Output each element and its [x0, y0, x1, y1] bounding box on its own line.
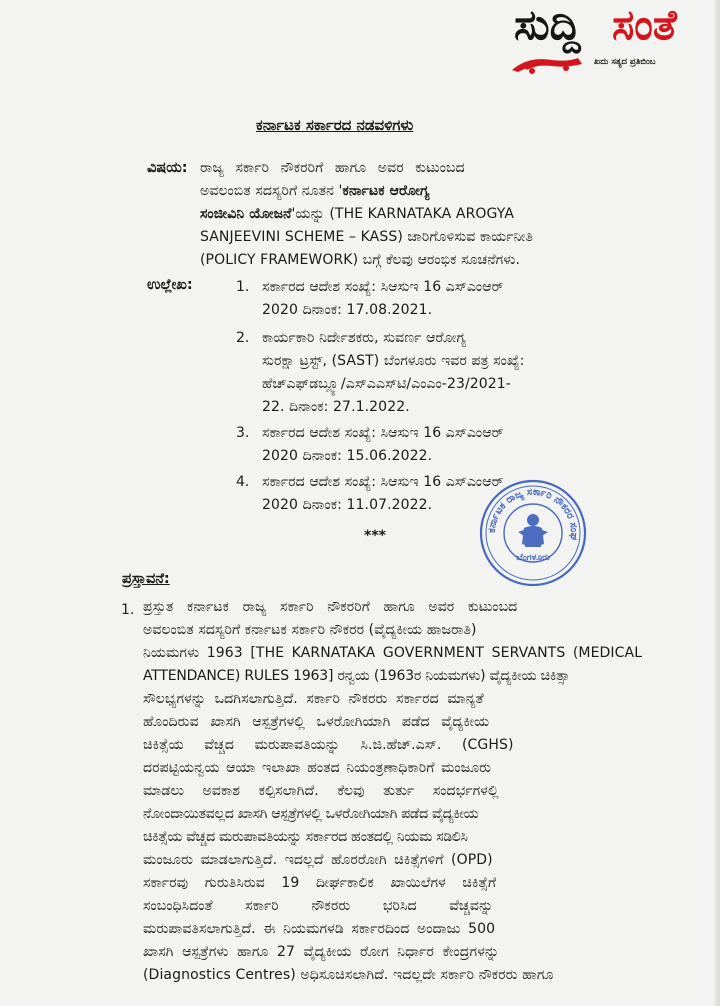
document-title: ಕರ್ನಾಟಕ ಸರ್ಕಾರದ ನಡವಳಿಗಳು — [256, 116, 414, 134]
paragraph-line: ಸಂಬಂಧಿಸಿದಂತೆ ಸರ್ಕಾರಿ ನೌಕರರು ಭರಿಸಿದ ವೆಚ್ಚವನ್ನು — [143, 898, 494, 914]
paragraph-line: ಪ್ರಸ್ತುತ ಕರ್ನಾಟಕ ರಾಜ್ಯ ಸರ್ಕಾರಿ ನೌಕರರಿಗೆ ಹಾಗೂ ಅವರ ಕುಟುಂಬದ — [143, 599, 518, 615]
paragraph-number: 1. — [121, 602, 135, 618]
scheme-name-bold: ಕರ್ನಾಟಕ ಆರೋಗ್ಯ — [342, 183, 430, 199]
paragraph-line: ನಿಯಮಗಳು 1963 [THE KARNATAKA GOVERNMENT SERVANTS (MEDICAL — [143, 645, 643, 661]
paragraph-line: ಚಿಕಿತ್ಸೆಯ ವೆಚ್ಚದ ಮರುಪಾವತಿಯನ್ನು ಸರ್ಕಾರದ ಹಂತದಲ್ಲಿ ನಿಯಮ ಸಡಿಲಿಸಿ — [143, 829, 468, 845]
logo-word-suddi: ಸುದ್ದಿ — [514, 0, 581, 49]
subject-line: SANJEEVINI SCHEME – KASS) ಜಾರಿಗೊಳಿಸುವ ಕಾರ್ಯನೀತಿ — [200, 229, 534, 245]
paragraph-line: ಮರುಪಾವತಿಸಲಾಗುತ್ತಿದೆ. ಈ ನಿಯಮಗಳಡಿ ಸರ್ಕಾರದಿಂದ ಅಂದಾಜು 500 — [143, 921, 496, 937]
seal-city-text: ಬೆಂಗಳೂರು — [516, 553, 550, 563]
subject-label: ವಿಷಯ: — [147, 160, 188, 176]
subject-line: ರಾಜ್ಯ ಸರ್ಕಾರಿ ನೌಕರರಿಗೆ ಹಾಗೂ ಅವರ ಕುಟುಂಬದ — [200, 160, 465, 176]
car-swoosh-icon — [508, 50, 594, 76]
logo-tagline: ಖದು ಸತ್ಯದ ಪ್ರತಿಬಿಂಬ — [594, 57, 656, 67]
deity-emblem-icon — [518, 514, 548, 547]
subject-line: (POLICY FRAMEWORK) ಬಗ್ಗೆ ಕೆಲವು ಆರಂಭಿಕ ಸೂಚನೆಗಳು. — [200, 252, 521, 268]
subject-line: ಸಂಜೀವಿನಿ ಯೋಜನೆ'ಯನ್ನು (THE KARNATAKA AROGYA — [200, 206, 515, 222]
paragraph-line: ನೋಂದಾಯಿತವಲ್ಲದ ಖಾಸಗಿ ಆಸ್ಪತ್ರೆಗಳಲ್ಲಿ ಒಳರೋಗಿಯಾಗಿ ಪಡೆದ ವೈದ್ಯಕೀಯ — [143, 806, 479, 822]
paragraph-line: ಮಂಜೂರು ಮಾಡಲಾಗುತ್ತಿದೆ. ಇದಲ್ಲದೆ ಹೊರರೋಗಿ ಚಿಕಿತ್ಸೆಗಳಿಗೆ (OPD) — [143, 852, 493, 868]
paragraph-line: ಚಿಕಿತ್ಸೆಯ ವೆಚ್ಚದ ಮರುಪಾವತಿಯನ್ನು ಸಿ.ಜಿ.ಹೆಚ್.ಎಸ್. (CGHS) — [143, 737, 514, 753]
paragraph-line: ದರಪಟ್ಟಿಯನ್ವಯ ಆಯಾ ಇಲಾಖಾ ಹಂತದ ನಿಯಂತ್ರಣಾಧಿಕಾರಿಗೆ ಮಂಜೂರು — [143, 760, 492, 776]
paragraph-line: ಹೊಂದಿರುವ ಖಾಸಗಿ ಆಸ್ಪತ್ರೆಗಳಲ್ಲಿ ಒಳರೋಗಿಯಾಗಿ ಪಡೆದ ವೈದ್ಯಕೀಯ — [143, 714, 490, 730]
paragraph-line: ಸೌಲಭ್ಯಗಳನ್ನು ಒದಗಿಸಲಾಗುತ್ತಿದೆ. ಸರ್ಕಾರಿ ನೌಕರರು ಸರ್ಕಾರದ ಮಾನ್ಯತೆ — [143, 691, 484, 707]
brand-logo — [508, 0, 713, 80]
paragraph-line: ಖಾಸಗಿ ಆಸ್ಪತ್ರೆಗಳು ಹಾಗೂ 27 ವೈದ್ಯಕೀಯ ರೋಗ ನಿರ್ಧಾರ ಕೇಂದ್ರಗಳನ್ನು — [143, 944, 500, 960]
paragraph-line: (Diagnostics Centres) ಅಧಿಸೂಚಿಸಲಾಗಿದೆ. ಇದಲ್ಲದೇ ಸರ್ಕಾರಿ ನೌಕರರು ಹಾಗೂ — [143, 967, 554, 983]
paragraph-line: ಮಾಡಲು ಅವಕಾಶ ಕಲ್ಪಿಸಲಾಗಿದೆ. ಕೆಲವು ತುರ್ತು ಸಂದರ್ಭಗಳಲ್ಲಿ — [143, 783, 499, 799]
subject-line: ಅವಲಂಬಿತ ಸದಸ್ಯರಿಗೆ ನೂತನ 'ಕರ್ನಾಟಕ ಆರೋಗ್ಯ — [200, 183, 430, 199]
page-edge-shadow — [714, 0, 720, 1006]
reference-label: ಉಲ್ಲೇಖ: — [147, 277, 193, 293]
paragraph-line: ಸರ್ಕಾರವು ಗುರುತಿಸಿರುವ 19 ದೀರ್ಘಕಾಲಿಕ ಖಾಯಿಲೆಗಳ ಚಿಕಿತ್ಸೆಗೆ — [143, 875, 497, 891]
official-seal-stamp — [478, 478, 588, 588]
section-separator: *** — [364, 528, 386, 544]
logo-word-sante: ಸಂತೆ — [612, 0, 677, 49]
paragraph-line: ATTENDANCE) RULES 1963] ರನ್ವಯ (1963ರ ನಿಯಮಗಳು) ವೈದ್ಯಕೀಯ ಚಿಕಿತ್ಸಾ — [143, 668, 570, 684]
scheme-name-bold: ಸಂಜೀವಿನಿ ಯೋಜನೆ — [200, 206, 292, 222]
preamble-label: ಪ್ರಸ್ತಾವನೆ: — [122, 571, 170, 587]
seal-ring-text: ಕರ್ನಾಟಕ ರಾಜ್ಯ ಸರ್ಕಾರಿ ನೌಕರರ ಸಂಘ — [486, 486, 580, 541]
paragraph-line: ಅವಲಂಬಿತ ಸದಸ್ಯರಿಗೆ ಕರ್ನಾಟಕ ಸರ್ಕಾರಿ ನೌಕರರ (ವೈದ್ಯಕೀಯ ಹಾಜರಾತಿ) — [143, 622, 477, 638]
